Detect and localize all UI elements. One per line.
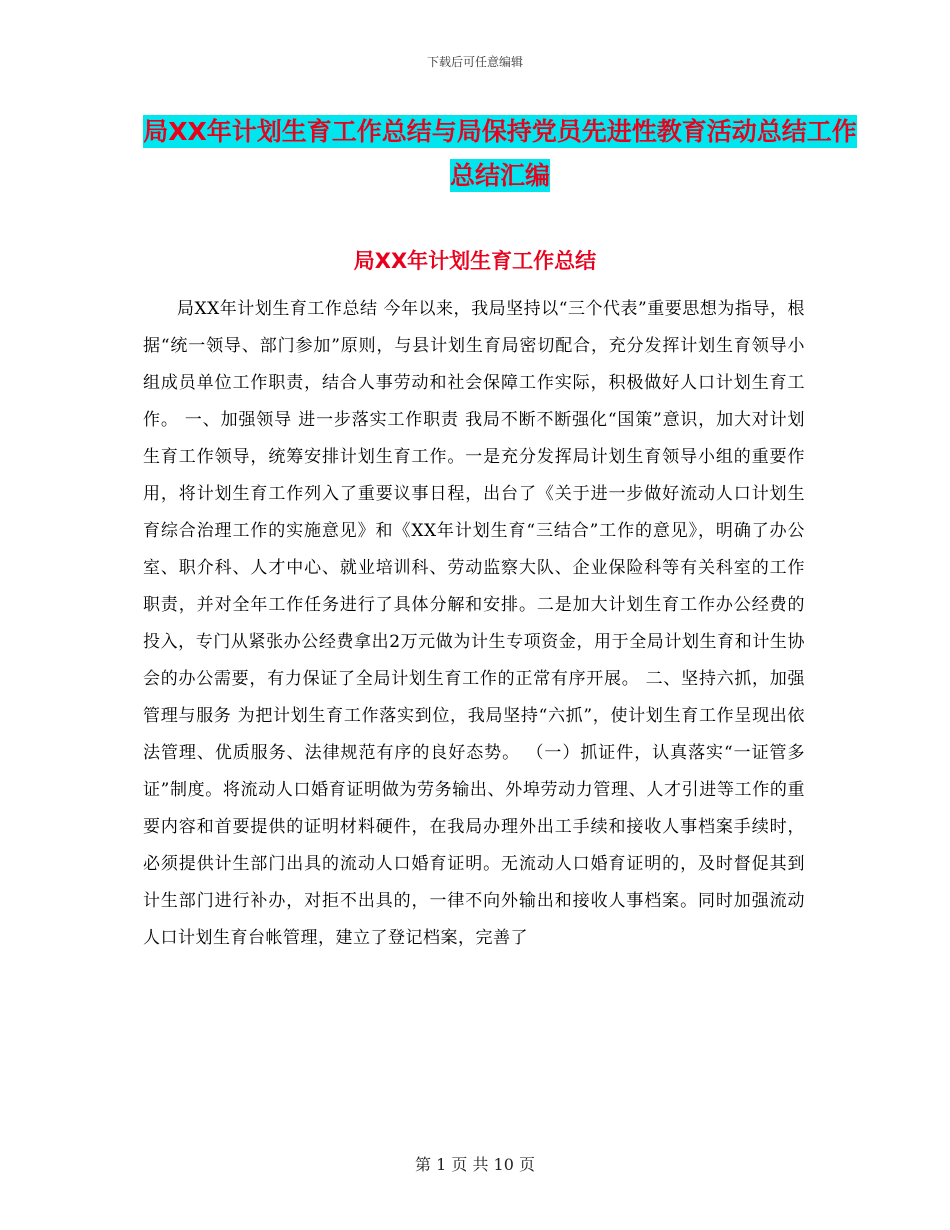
document-title xyxy=(140,110,860,198)
section-title: 局XX年计划生育工作总结 xyxy=(353,249,597,273)
page-number: 第 1 页 共 10 页 xyxy=(415,1155,535,1174)
header-note: 下载后可任意编辑 xyxy=(426,55,523,69)
document-title-text: 局XX年计划生育工作总结与局保持党员先进性教育活动总结工作总结汇编 xyxy=(143,117,857,190)
body-paragraph: 局XX年计划生育工作总结 今年以来，我局坚持以“三个代表”重要思想为指导，根据“统一领导、部门参加”原则，与县计划生育局密切配合，充分发挥计划生育领导小组成员单位工作职责，结合人事劳动和社会保障工作实际，积极做好人口计划生育工作。 一、加强领导 进一步落实工作职责 我局不断不断强化“国策”意识，加大对计划生育工作领导，统筹安排计划生育工作。一是充分发挥局计划生育领导小组的重要作用，将计划生育工作列入了重要议事日程，出台了《关于进一步做好流动人口计划生育综合治理工作的实施意见》和《XX年计划生育“三结合”工作的意见》，明确了办公室、职介科、人才中心、就业培训科、劳动监察大队、企业保险科等有关科室的工作职责，并对全年工作任务进行了具体分解和安排。二是加大计划生育工作办公经费的投入，专门从紧张办公经费拿出2万元做为计生专项资金，用于全局计划生育和计生协会的办公需要，有力保证了全局计划生育工作的正常有序开展。 二、坚持六抓，加强管理与服务 为把计划生育工作落实到位，我局坚持“六抓”，使计划生育工作呈现出依法管理、优质服务、法律规范有序的良好态势。 （一）抓证件，认真落实“一证管多证”制度。将流动人口婚育证明做为劳务输出、外埠劳动力管理、人才引进等工作的重要内容和首要提供的证明材料硬件，在我局办理外出工手续和接收人事档案手续时，必须提供计生部门出具的流动人口婚育证明。无流动人口婚育证明的，及时督促其到计生部门进行补办，对拒不出具的，一律不向外输出和接收人事档案。同时加强流动人口计划生育台帐管理，建立了登记档案，完善了 xyxy=(143,299,805,948)
